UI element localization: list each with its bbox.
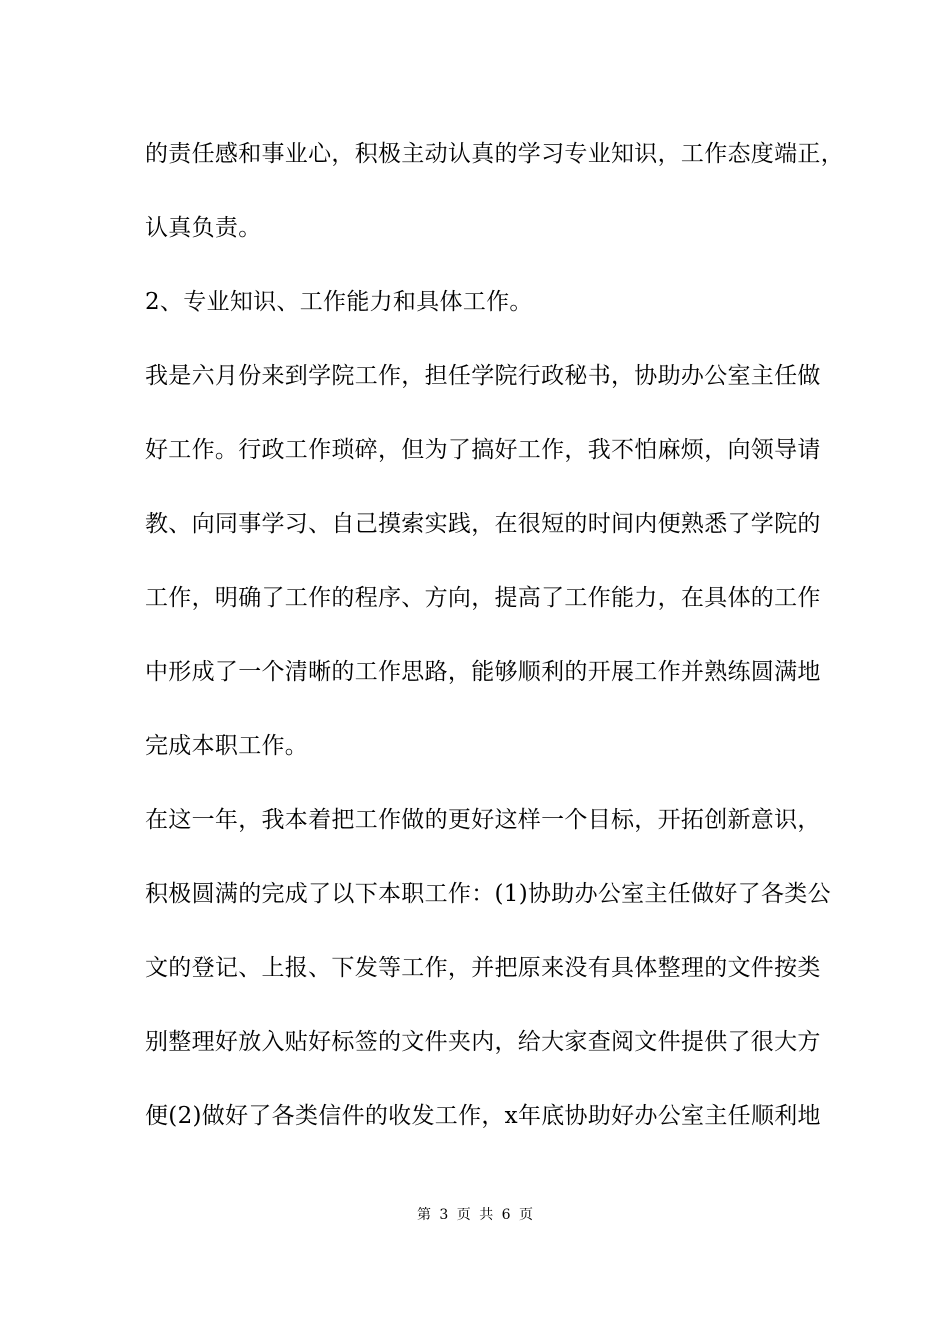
footer-suffix: 页 — [519, 1207, 534, 1223]
text-line: 在这一年，我本着把工作做的更好这样一个目标，开拓创新意识， — [145, 807, 821, 833]
text-line: 我是六月份来到学院工作，担任学院行政秘书，协助办公室主任做 — [145, 363, 821, 389]
text-line: 别整理好放入贴好标签的文件夹内，给大家查阅文件提供了很大方 — [145, 1029, 821, 1055]
text-line: 文的登记、上报、下发等工作，并把原来没有具体整理的文件按类 — [145, 955, 821, 981]
text-line: 好工作。行政工作琐碎，但为了搞好工作，我不怕麻烦，向领导请 — [145, 437, 821, 463]
footer-prefix: 第 — [416, 1207, 431, 1223]
text-line: 教、向同事学习、自己摸索实践，在很短的时间内便熟悉了学院的 — [145, 511, 821, 537]
footer-page-word: 页 — [456, 1207, 471, 1223]
text-line: 便(2)做好了各类信件的收发工作，x年底协助好办公室主任顺利地 — [145, 1103, 821, 1129]
text-line: 的责任感和事业心，积极主动认真的学习专业知识，工作态度端正， — [145, 141, 844, 167]
footer-total-pages: 6 — [501, 1207, 511, 1223]
document-body — [145, 127, 844, 1163]
footer-current-page: 3 — [439, 1207, 449, 1223]
text-line: 积极圆满的完成了以下本职工作：(1)协助办公室主任做好了各类公 — [145, 881, 831, 907]
text-line: 2、专业知识、工作能力和具体工作。 — [145, 289, 533, 315]
text-line: 工作，明确了工作的程序、方向，提高了工作能力，在具体的工作 — [145, 585, 821, 611]
page-footer — [0, 1205, 950, 1225]
text-line: 中形成了一个清晰的工作思路，能够顺利的开展工作并熟练圆满地 — [145, 659, 821, 685]
text-line: 认真负责。 — [145, 215, 262, 241]
footer-total-word: 共 — [479, 1207, 494, 1223]
text-line: 完成本职工作。 — [145, 733, 309, 759]
